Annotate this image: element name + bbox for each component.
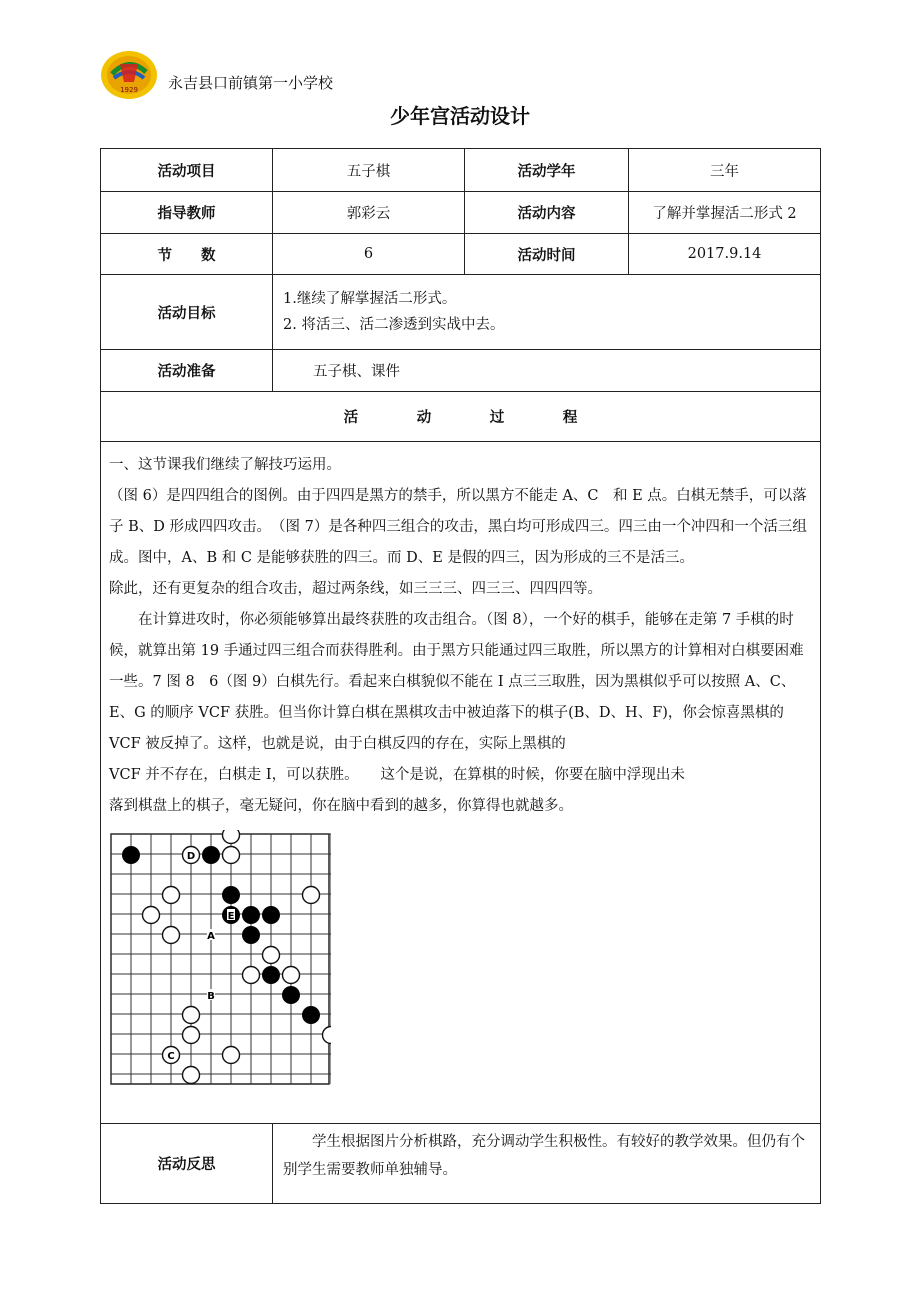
- year-label: 活动学年: [465, 149, 629, 192]
- black-stone: [202, 846, 220, 864]
- point-label: C: [167, 1051, 175, 1062]
- activity-table: [100, 148, 821, 1204]
- process-line-5: VCF 并不存在，白棋走 I，可以获胜。 这个是说，在算棋的时候，你要在脑中浮现出未: [109, 767, 685, 783]
- goal-label: 活动目标: [101, 275, 273, 350]
- prep-value: 五子棋、课件: [273, 350, 821, 392]
- board-frame: [111, 834, 329, 1084]
- process-char: 过: [489, 410, 505, 426]
- teacher-label: 指导教师: [101, 192, 273, 234]
- black-stone: [282, 986, 300, 1004]
- white-stone: [223, 847, 240, 864]
- white-stone: [303, 887, 320, 904]
- gomoku-board-diagram: [109, 830, 331, 1092]
- white-stone: [283, 967, 300, 984]
- process-char: 活: [343, 410, 359, 426]
- black-stone: [242, 906, 260, 924]
- time-label: 活动时间: [465, 234, 629, 275]
- black-stone: [242, 926, 260, 944]
- white-stone: [223, 830, 240, 844]
- sessions-value: 6: [273, 234, 465, 275]
- content-value: 了解并掌握活二形式 2: [629, 192, 821, 234]
- process-paragraph-4: 在计算进攻时，你必须能够算出最终获胜的攻击组合。（图 8），一个好的棋手，能够在走第 7 手棋的时候，就算出第 19 手通过四三组合而获得胜利。由于黑方只能通过四三取胜，所以黑方的计算相对白棋要困难一些。7 图 8 6（图 9）白棋先行。看起来白棋貌似不能在 I 点三三取胜，因为黑棋似乎可以按照 A、C、E、G 的顺序 VCF 获胜。但当你计算白棋在黑棋攻击中被迫落下的棋子(B、D、H、F)，你会惊喜黑棋的 VCF 被反掉了。这样，也就是说，由于白棋反四的存在，实际上黑棋的: [109, 612, 804, 752]
- white-stone: [143, 907, 160, 924]
- process-char: 动: [416, 410, 432, 426]
- reflect-label: 活动反思: [101, 1124, 273, 1204]
- process-line-6: 落到棋盘上的棋子，毫无疑问，你在脑中看到的越多，你算得也就越多。: [109, 798, 573, 814]
- white-stone: [163, 887, 180, 904]
- process-heading: [101, 392, 821, 442]
- process-line-1: 一、这节课我们继续了解技巧运用。: [109, 457, 341, 473]
- black-stone: [122, 846, 140, 864]
- year-value: 三年: [629, 149, 821, 192]
- project-label: 活动项目: [101, 149, 273, 192]
- school-name: 永吉县口前镇第一小学校: [168, 74, 334, 92]
- point-label: D: [186, 851, 196, 862]
- point-label: A: [207, 931, 215, 942]
- prep-label: 活动准备: [101, 350, 273, 392]
- white-stone: [243, 967, 260, 984]
- goal-cell: [273, 275, 821, 350]
- black-stone: [262, 906, 280, 924]
- white-stone: [183, 1067, 200, 1084]
- point-label: E: [227, 911, 235, 922]
- process-paragraph-3: 除此，还有更复杂的组合攻击，超过两条线，如三三三、四三三、四四四等。: [109, 581, 602, 597]
- page-title: 少年宫活动设计: [390, 104, 530, 128]
- point-label: B: [207, 991, 215, 1002]
- black-stone: [262, 966, 280, 984]
- white-stone: [263, 947, 280, 964]
- logo-year: 1929: [120, 86, 138, 94]
- process-paragraph-2: （图 6）是四四组合的图例。由于四四是黑方的禁手，所以黑方不能走 A、C 和 E 点。白棋无禁手，可以落子 B、D 形成四四攻击。 （图 7）是各种四三组合的攻击，黑白均可形成四三。四三由一个冲四和一个活三组成。图中，A、B 和 C 是能够获胜的四三。而 D、E 是假的四三，因为形成的三不是活三。: [109, 488, 807, 566]
- process-body: [101, 442, 821, 1124]
- reflect-value: 学生根据图片分析棋路，充分调动学生积极性。有较好的教学效果。但仍有个别学生需要教师单独辅导。: [273, 1124, 821, 1204]
- process-char: 程: [562, 410, 578, 426]
- project-value: 五子棋: [273, 149, 465, 192]
- time-value: 2017.9.14: [629, 234, 821, 275]
- content-label: 活动内容: [465, 192, 629, 234]
- black-stone: [302, 1006, 320, 1024]
- white-stone: [163, 927, 180, 944]
- teacher-value: 郭彩云: [273, 192, 465, 234]
- white-stone: [183, 1007, 200, 1024]
- goal-item-2: 2. 将活三、活二渗透到实战中去。: [283, 317, 505, 333]
- white-stone: [223, 1047, 240, 1064]
- school-logo: [100, 50, 158, 100]
- white-stone: [183, 1027, 200, 1044]
- sessions-label: 节 数: [101, 234, 273, 275]
- black-stone: [222, 886, 240, 904]
- goal-item-1: 1.继续了解掌握活二形式。: [283, 291, 457, 307]
